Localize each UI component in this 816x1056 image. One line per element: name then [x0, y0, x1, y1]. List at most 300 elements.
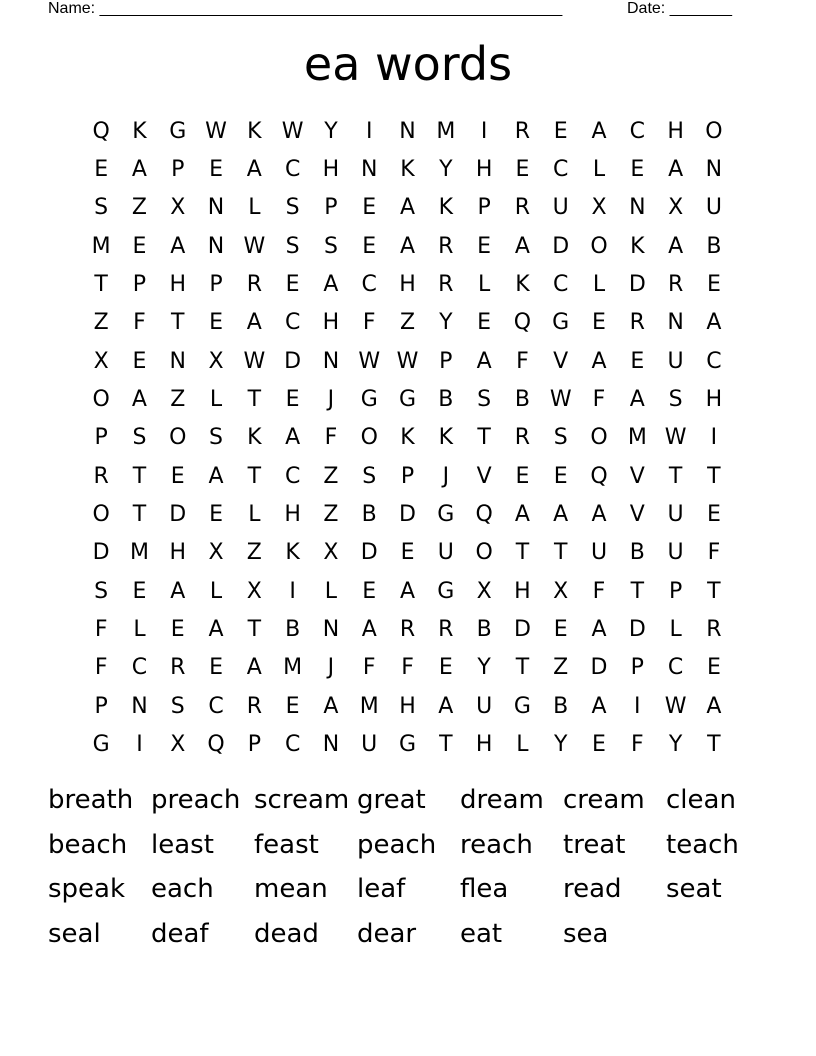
grid-letter: T	[515, 540, 530, 566]
grid-letter: H	[169, 272, 187, 298]
grid-letter: E	[94, 157, 109, 183]
grid-letter: D	[552, 233, 570, 259]
grid-letter: U	[667, 348, 684, 374]
grid-letter: K	[400, 157, 415, 183]
grid-letter: E	[400, 540, 415, 566]
grid-letter: R	[93, 463, 109, 489]
grid-letter: R	[629, 310, 645, 336]
grid-letter: C	[284, 732, 301, 758]
grid-letter: X	[208, 540, 224, 566]
word-list-item: mean	[254, 874, 328, 905]
grid-letter: G	[360, 387, 378, 413]
grid-letter: H	[284, 502, 301, 528]
grid-letter: G	[437, 502, 455, 528]
word-list-item: least	[151, 829, 214, 860]
grid-letter: N	[322, 617, 340, 643]
grid-letter: A	[170, 578, 186, 604]
grid-letter: C	[284, 310, 301, 336]
grid-letter: T	[171, 310, 185, 336]
grid-letter: W	[664, 693, 687, 719]
grid-letter: M	[129, 540, 149, 566]
word-list-item: scream	[254, 785, 350, 815]
grid-letter: A	[323, 272, 339, 298]
word-list-item: flea	[460, 874, 509, 905]
grid-letter: A	[399, 578, 416, 604]
grid-letter: L	[248, 502, 261, 528]
grid-letter: X	[591, 195, 607, 221]
grid-letter: S	[170, 693, 185, 719]
grid-letter: Z	[131, 195, 147, 221]
word-list-item: deaf	[151, 919, 209, 950]
grid-letter: L	[516, 732, 529, 758]
grid-letter: H	[705, 387, 723, 413]
word-list-item: dead	[254, 919, 319, 950]
grid-letter: V	[629, 463, 645, 489]
grid-letter: A	[591, 693, 607, 719]
grid-letter: N	[629, 195, 646, 221]
grid-letter: D	[590, 655, 608, 681]
grid-letter: C	[706, 348, 722, 374]
grid-letter: K	[285, 540, 300, 566]
grid-letter: V	[553, 348, 569, 374]
grid-letter: E	[592, 310, 606, 336]
grid-letter: V	[476, 463, 492, 489]
word-list-item: speak	[48, 874, 126, 905]
grid-letter: Y	[477, 655, 491, 681]
grid-letter: E	[362, 195, 377, 221]
grid-letter: F	[592, 387, 606, 413]
grid-letter: A	[399, 233, 416, 259]
grid-letter: F	[401, 655, 414, 681]
grid-letter: U	[361, 732, 378, 758]
grid-letter: G	[398, 732, 417, 758]
grid-letter: D	[513, 617, 531, 643]
grid-letter: A	[591, 617, 607, 643]
grid-letter: T	[247, 387, 262, 413]
grid-letter: E	[553, 118, 568, 144]
grid-letter: K	[438, 425, 454, 451]
grid-letter: Z	[93, 310, 109, 336]
word-list-item: clean	[666, 785, 736, 815]
grid-letter: P	[171, 157, 185, 183]
grid-letter: R	[246, 693, 262, 719]
grid-letter: K	[132, 118, 147, 144]
grid-letter: Y	[668, 732, 683, 758]
grid-letter: U	[552, 195, 569, 221]
grid-letter: K	[247, 425, 262, 451]
grid-letter: W	[396, 348, 419, 374]
grid-letter: R	[706, 617, 722, 643]
grid-letter: E	[515, 463, 530, 489]
grid-letter: A	[629, 387, 645, 413]
grid-letter: U	[667, 502, 684, 528]
grid-letter: N	[207, 195, 225, 221]
grid-letter: L	[209, 387, 223, 413]
grid-letter: A	[131, 387, 147, 413]
grid-letter: G	[398, 387, 417, 413]
grid-letter: Y	[553, 732, 568, 758]
grid-letter: E	[630, 348, 645, 374]
grid-letter: J	[327, 387, 335, 413]
grid-letter: R	[246, 272, 262, 298]
grid-letter: C	[131, 655, 148, 681]
grid-letter: L	[477, 272, 491, 298]
grid-letter: B	[285, 617, 301, 643]
grid-letter: U	[476, 693, 493, 719]
grid-letter: G	[92, 732, 110, 758]
grid-letter: S	[94, 195, 109, 221]
grid-letter: T	[132, 502, 147, 528]
grid-letter: D	[169, 502, 187, 528]
grid-letter: T	[439, 732, 453, 758]
word-search-grid	[82, 112, 733, 764]
word-list-item: seal	[48, 919, 101, 950]
grid-letter: Z	[323, 463, 339, 489]
grid-letter: S	[209, 425, 224, 451]
grid-letter: Y	[439, 157, 453, 183]
grid-letter: Z	[399, 310, 416, 336]
grid-letter: L	[592, 157, 606, 183]
grid-letter: T	[707, 578, 721, 604]
grid-letter: C	[361, 272, 377, 298]
grid-letter: S	[362, 463, 377, 489]
grid-letter: P	[400, 463, 415, 489]
grid-letter: A	[361, 617, 377, 643]
grid-letter: O	[590, 425, 608, 451]
grid-letter: T	[668, 463, 683, 489]
grid-letter: F	[362, 310, 376, 336]
grid-letter: D	[399, 502, 416, 528]
grid-letter: X	[170, 732, 186, 758]
grid-letter: O	[92, 502, 110, 528]
grid-letter: F	[516, 348, 529, 374]
grid-letter: P	[94, 425, 108, 451]
grid-letter: E	[515, 157, 530, 183]
grid-letter: D	[92, 540, 110, 566]
grid-letter: D	[284, 348, 302, 374]
grid-letter: E	[630, 157, 645, 183]
grid-letter: A	[246, 157, 262, 183]
grid-letter: Q	[92, 118, 110, 144]
grid-letter: Y	[439, 310, 453, 336]
grid-letter: L	[209, 578, 223, 604]
grid-letter: H	[667, 118, 684, 144]
grid-letter: E	[553, 617, 568, 643]
grid-letter: L	[324, 578, 338, 604]
grid-letter: U	[705, 195, 722, 221]
grid-letter: E	[285, 272, 300, 298]
grid-letter: Q	[475, 502, 493, 528]
grid-letter: X	[476, 578, 492, 604]
grid-letter: X	[246, 578, 262, 604]
grid-letter: O	[360, 425, 378, 451]
grid-letter: N	[399, 118, 416, 144]
grid-letter: X	[553, 578, 569, 604]
grid-letter: E	[132, 348, 147, 374]
grid-letter: F	[592, 578, 606, 604]
grid-letter: F	[707, 540, 721, 566]
grid-letter: E	[209, 502, 223, 528]
grid-letter: J	[327, 655, 335, 681]
grid-letter: A	[208, 617, 224, 643]
grid-letter: D	[628, 272, 646, 298]
grid-letter: U	[590, 540, 608, 566]
word-list-item: seat	[666, 874, 722, 905]
grid-letter: A	[668, 157, 684, 183]
grid-letter: L	[133, 617, 146, 643]
grid-letter: P	[209, 272, 223, 298]
word-list	[48, 778, 769, 957]
grid-letter: P	[439, 348, 453, 374]
grid-letter: E	[477, 233, 492, 259]
grid-letter: Q	[590, 463, 608, 489]
grid-letter: B	[514, 387, 530, 413]
grid-letter: E	[553, 463, 568, 489]
grid-letter: N	[360, 157, 378, 183]
word-list-item: cream	[563, 785, 645, 815]
grid-letter: X	[170, 195, 186, 221]
grid-letter: A	[438, 693, 454, 719]
grid-letter: O	[590, 233, 608, 259]
grid-letter: A	[591, 118, 607, 144]
grid-letter: E	[285, 387, 300, 413]
grid-letter: A	[706, 310, 722, 336]
grid-letter: B	[438, 387, 454, 413]
grid-letter: A	[476, 348, 492, 374]
grid-letter: H	[322, 310, 340, 336]
grid-letter: E	[132, 233, 147, 259]
grid-letter: T	[94, 272, 108, 298]
grid-letter: N	[169, 348, 186, 374]
grid-letter: H	[322, 157, 340, 183]
grid-letter: K	[515, 272, 530, 298]
grid-letter: Z	[246, 540, 262, 566]
grid-letter: R	[438, 233, 454, 259]
grid-letter: M	[283, 655, 303, 681]
grid-letter: F	[324, 425, 338, 451]
grid-letter: X	[93, 348, 109, 374]
grid-letter: I	[634, 693, 641, 719]
grid-letter: R	[399, 617, 416, 643]
grid-letter: O	[169, 425, 187, 451]
word-list-item: feast	[254, 829, 319, 860]
grid-letter: G	[552, 310, 570, 336]
grid-letter: E	[592, 732, 606, 758]
grid-letter: P	[324, 195, 338, 221]
grid-letter: Z	[323, 502, 339, 528]
grid-letter: A	[514, 502, 530, 528]
grid-letter: B	[553, 693, 569, 719]
grid-letter: J	[442, 463, 450, 489]
grid-letter: P	[247, 732, 261, 758]
grid-letter: S	[94, 578, 109, 604]
grid-letter: Z	[553, 655, 569, 681]
grid-letter: R	[514, 118, 531, 144]
grid-letter: L	[592, 272, 606, 298]
grid-letter: B	[476, 617, 492, 643]
word-list-item: dream	[460, 785, 544, 815]
grid-letter: B	[629, 540, 645, 566]
grid-letter: A	[246, 655, 262, 681]
grid-letter: R	[667, 272, 684, 298]
grid-letter: S	[477, 387, 492, 413]
grid-letter: E	[209, 655, 223, 681]
grid-letter: T	[707, 463, 721, 489]
grid-letter: N	[705, 157, 723, 183]
grid-letter: P	[668, 578, 683, 604]
page-title: ea words	[303, 37, 513, 91]
grid-letter: C	[553, 157, 569, 183]
grid-letter: N	[322, 348, 340, 374]
grid-letter: T	[247, 617, 262, 643]
grid-letter: X	[668, 195, 684, 221]
grid-letter: P	[94, 693, 108, 719]
grid-letter: B	[706, 233, 722, 259]
grid-letter: E	[438, 655, 453, 681]
grid-letter: H	[399, 272, 416, 298]
grid-letter: S	[553, 425, 568, 451]
grid-letter: E	[285, 693, 300, 719]
grid-letter: T	[630, 578, 645, 604]
grid-letter: S	[132, 425, 147, 451]
grid-letter: A	[514, 233, 530, 259]
grid-letter: O	[92, 387, 110, 413]
grid-letter: H	[475, 732, 493, 758]
grid-letter: T	[247, 463, 262, 489]
grid-letter: A	[285, 425, 301, 451]
grid-letter: E	[170, 463, 185, 489]
word-list-item: leaf	[357, 874, 406, 905]
grid-letter: Q	[207, 732, 225, 758]
grid-letter: F	[94, 617, 108, 643]
grid-letter: X	[208, 348, 224, 374]
grid-letter: E	[362, 578, 377, 604]
grid-letter: I	[480, 118, 488, 144]
grid-letter: H	[514, 578, 531, 604]
grid-letter: W	[243, 348, 266, 374]
grid-letter: C	[667, 655, 684, 681]
grid-letter: C	[284, 157, 301, 183]
word-list-item: beach	[48, 829, 128, 860]
grid-letter: T	[553, 540, 568, 566]
grid-letter: N	[667, 310, 684, 336]
grid-letter: E	[477, 310, 492, 336]
grid-letter: W	[281, 118, 304, 144]
grid-letter: W	[664, 425, 687, 451]
grid-letter: H	[169, 540, 187, 566]
grid-letter: F	[362, 655, 376, 681]
grid-letter: M	[627, 425, 647, 451]
grid-letter: E	[706, 502, 721, 528]
grid-letter: S	[668, 387, 683, 413]
grid-letter: R	[514, 195, 531, 221]
grid-letter: A	[246, 310, 262, 336]
grid-letter: D	[628, 617, 646, 643]
grid-letter: K	[247, 118, 262, 144]
grid-letter: U	[667, 540, 684, 566]
grid-letter: A	[553, 502, 569, 528]
grid-letter: Q	[513, 310, 532, 336]
grid-letter: A	[706, 693, 722, 719]
grid-letter: O	[475, 540, 493, 566]
word-list-item: teach	[666, 829, 739, 860]
grid-letter: E	[170, 617, 185, 643]
grid-letter: N	[207, 233, 225, 259]
grid-letter: C	[208, 693, 224, 719]
grid-letter: R	[438, 617, 454, 643]
grid-letter: S	[285, 233, 300, 259]
grid-letter: B	[361, 502, 377, 528]
grid-letter: A	[591, 502, 607, 528]
grid-letter: F	[94, 655, 108, 681]
grid-letter: E	[132, 578, 147, 604]
grid-letter: G	[169, 118, 187, 144]
grid-letter: F	[630, 732, 644, 758]
grid-letter: A	[591, 348, 607, 374]
word-list-item: each	[151, 874, 214, 905]
grid-letter: C	[553, 272, 569, 298]
grid-letter: I	[289, 578, 296, 604]
word-list-item: breath	[48, 785, 134, 815]
grid-letter: T	[707, 732, 721, 758]
grid-letter: L	[669, 617, 682, 643]
word-list-item: great	[357, 785, 426, 815]
grid-letter: A	[208, 463, 224, 489]
name-line: Name: ____________________________________________________	[48, 0, 563, 17]
grid-letter: A	[323, 693, 339, 719]
word-list-item: dear	[357, 919, 417, 950]
grid-letter: N	[131, 693, 148, 719]
word-list-item: read	[563, 874, 622, 905]
word-list-item: preach	[151, 785, 241, 815]
grid-letter: V	[629, 502, 645, 528]
grid-letter: R	[438, 272, 454, 298]
grid-letter: O	[705, 118, 723, 144]
grid-letter: F	[133, 310, 146, 336]
grid-letter: I	[136, 732, 143, 758]
grid-letter: E	[209, 157, 223, 183]
grid-letter: P	[477, 195, 491, 221]
grid-letter: E	[706, 655, 721, 681]
grid-letter: E	[362, 233, 377, 259]
grid-letter: Y	[324, 118, 338, 144]
grid-letter: D	[360, 540, 378, 566]
grid-letter: P	[132, 272, 147, 298]
grid-letter: W	[549, 387, 572, 413]
grid-letter: T	[477, 425, 491, 451]
grid-letter: A	[668, 233, 684, 259]
grid-letter: W	[205, 118, 227, 144]
grid-letter: R	[514, 425, 531, 451]
grid-letter: M	[436, 118, 456, 144]
grid-letter: W	[243, 233, 266, 259]
grid-letter: W	[358, 348, 381, 374]
grid-letter: G	[513, 693, 531, 719]
grid-letter: U	[437, 540, 454, 566]
grid-letter: M	[359, 693, 379, 719]
grid-letter: G	[437, 578, 455, 604]
grid-letter: M	[91, 233, 111, 259]
grid-letter: I	[365, 118, 373, 144]
grid-letter: T	[132, 463, 147, 489]
grid-letter: P	[630, 655, 644, 681]
word-list-item: reach	[460, 829, 533, 860]
grid-letter: I	[710, 425, 718, 451]
grid-letter: H	[475, 157, 493, 183]
grid-letter: K	[400, 425, 415, 451]
grid-letter: S	[323, 233, 338, 259]
word-list-item: sea	[563, 919, 609, 950]
